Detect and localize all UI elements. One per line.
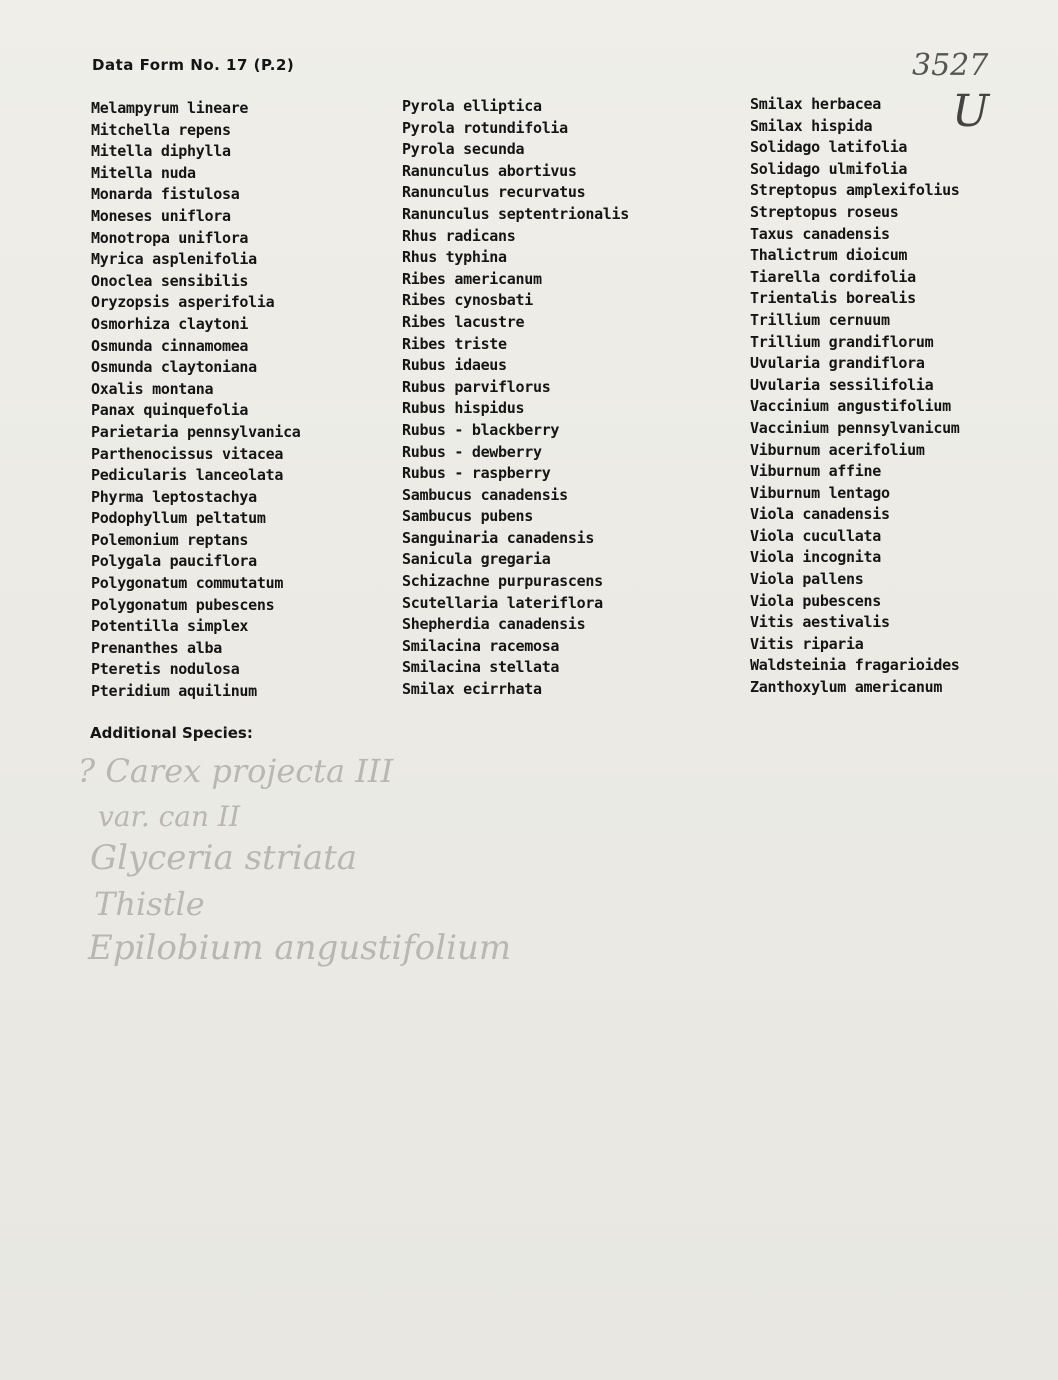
species-entry: Vitis aestivalis (750, 613, 890, 632)
species-entry: Tiarella cordifolia (750, 267, 916, 286)
species-entry: Viola canadensis (750, 505, 890, 524)
species-entry: Viola pallens (750, 570, 864, 589)
species-entry: Monotropa uniflora (91, 228, 249, 247)
species-entry: Pyrola secunda (402, 140, 525, 159)
species-entry: Rubus - blackberry (402, 420, 560, 439)
species-entry: Polygonatum pubescens (91, 595, 275, 614)
handwritten-note: Glyceria striata (90, 838, 358, 878)
species-entry: Phyrma leptostachya (91, 487, 257, 506)
species-entry: Osmorhiza claytoni (91, 314, 249, 333)
species-entry: Parthenocissus vitacea (91, 444, 284, 463)
handwritten-note: ? Carex projecta III (78, 752, 394, 790)
species-entry: Smilacina stellata (402, 658, 560, 677)
species-entry: Rubus - dewberry (402, 442, 542, 461)
species-entry: Pyrola rotundifolia (402, 118, 568, 137)
species-entry: Rhus typhina (402, 248, 507, 267)
species-entry: Taxus canadensis (750, 224, 890, 243)
species-entry: Polemonium reptans (91, 530, 249, 549)
species-entry: Monarda fistulosa (91, 185, 240, 204)
species-entry: Streptopus amplexifolius (750, 181, 960, 200)
species-entry: Moneses uniflora (91, 206, 231, 225)
species-entry: Viola incognita (750, 548, 881, 567)
species-entry: Podophyllum peltatum (91, 509, 266, 528)
species-entry: Scutellaria lateriflora (402, 593, 603, 612)
species-entry: Viburnum lentago (750, 483, 890, 502)
species-entry: Rubus parviflorus (402, 377, 551, 396)
species-entry: Schizachne purpurascens (402, 572, 603, 591)
species-column-1 (91, 98, 301, 703)
species-entry: Trillium grandiflorum (750, 332, 934, 351)
species-entry: Sambucus canadensis (402, 485, 568, 504)
species-entry: Sanguinaria canadensis (402, 528, 595, 547)
species-entry: Vaccinium pennsylvanicum (750, 418, 960, 437)
species-entry: Rubus hispidus (402, 399, 525, 418)
species-entry: Ribes cynosbati (402, 291, 533, 310)
species-entry: Pedicularis lanceolata (91, 466, 284, 485)
species-entry: Mitella nuda (91, 163, 196, 182)
species-entry: Osmunda cinnamomea (91, 336, 249, 355)
species-entry: Prenanthes alba (91, 638, 222, 657)
species-entry: Ranunculus recurvatus (402, 183, 586, 202)
species-entry: Streptopus roseus (750, 202, 899, 221)
species-entry: Parietaria pennsylvanica (91, 422, 301, 441)
species-column-3 (750, 94, 960, 699)
species-column-2 (402, 96, 629, 701)
species-entry: Sanicula gregaria (402, 550, 551, 569)
species-entry: Smilacina racemosa (402, 636, 560, 655)
species-entry: Trientalis borealis (750, 289, 916, 308)
species-entry: Solidago latifolia (750, 138, 908, 157)
species-entry: Thalictrum dioicum (750, 246, 908, 265)
species-entry: Smilax ecirrhata (402, 680, 542, 699)
species-entry: Sambucus pubens (402, 507, 533, 526)
species-entry: Rhus radicans (402, 226, 516, 245)
form-title: Data Form No. 17 (P.2) (92, 56, 295, 74)
species-entry: Rubus idaeus (402, 356, 507, 375)
handwritten-note: var. can II (98, 800, 241, 833)
species-entry: Panax quinquefolia (91, 401, 249, 420)
species-entry: Myrica asplenifolia (91, 250, 257, 269)
species-entry: Ribes triste (402, 334, 507, 353)
species-entry: Ranunculus septentrionalis (402, 204, 630, 223)
species-entry: Ranunculus abortivus (402, 161, 577, 180)
species-entry: Smilax hispida (750, 116, 873, 135)
species-entry: Smilax herbacea (750, 95, 881, 113)
handwritten-note: Epilobium angustifolium (88, 928, 512, 968)
handwritten-note: Thistle (94, 885, 205, 923)
species-entry: Oxalis montana (91, 379, 214, 398)
species-entry: Polygala pauciflora (91, 552, 257, 571)
species-entry: Mitchella repens (91, 120, 231, 139)
species-entry: Waldsteinia fragarioides (750, 656, 960, 675)
species-entry: Ribes americanum (402, 269, 542, 288)
species-entry: Onoclea sensibilis (91, 271, 249, 290)
species-entry: Ribes lacustre (402, 312, 525, 331)
handwritten-ms-number: 3527 (912, 48, 989, 83)
species-entry: Shepherdia canadensis (402, 615, 586, 634)
species-entry: Vaccinium angustifolium (750, 397, 951, 416)
species-entry: Pteretis nodulosa (91, 660, 240, 679)
species-entry: Vitis riparia (750, 634, 864, 653)
species-entry: Viburnum affine (750, 462, 881, 481)
species-entry: Uvularia grandiflora (750, 354, 925, 373)
species-entry: Oryzopsis asperifolia (91, 293, 275, 312)
species-entry: Zanthoxylum americanum (750, 678, 943, 697)
species-entry: Trillium cernuum (750, 310, 890, 329)
species-entry: Pyrola elliptica (402, 97, 542, 115)
species-entry: Viburnum acerifolium (750, 440, 925, 459)
species-entry: Osmunda claytoniana (91, 358, 257, 377)
species-entry: Viola cucullata (750, 526, 881, 545)
handwritten-ms-letter: U (952, 86, 990, 137)
species-entry: Solidago ulmifolia (750, 159, 908, 178)
species-entry: Mitella diphylla (91, 142, 231, 161)
species-entry: Pteridium aquilinum (91, 682, 257, 701)
species-entry: Uvularia sessilifolia (750, 375, 934, 394)
species-entry: Potentilla simplex (91, 617, 249, 636)
species-entry: Viola pubescens (750, 591, 881, 610)
species-entry: Polygonatum commutatum (91, 574, 284, 593)
additional-species-label: Additional Species: (90, 724, 253, 742)
species-entry: Melampyrum lineare (91, 99, 249, 117)
species-entry: Rubus - raspberry (402, 464, 551, 483)
